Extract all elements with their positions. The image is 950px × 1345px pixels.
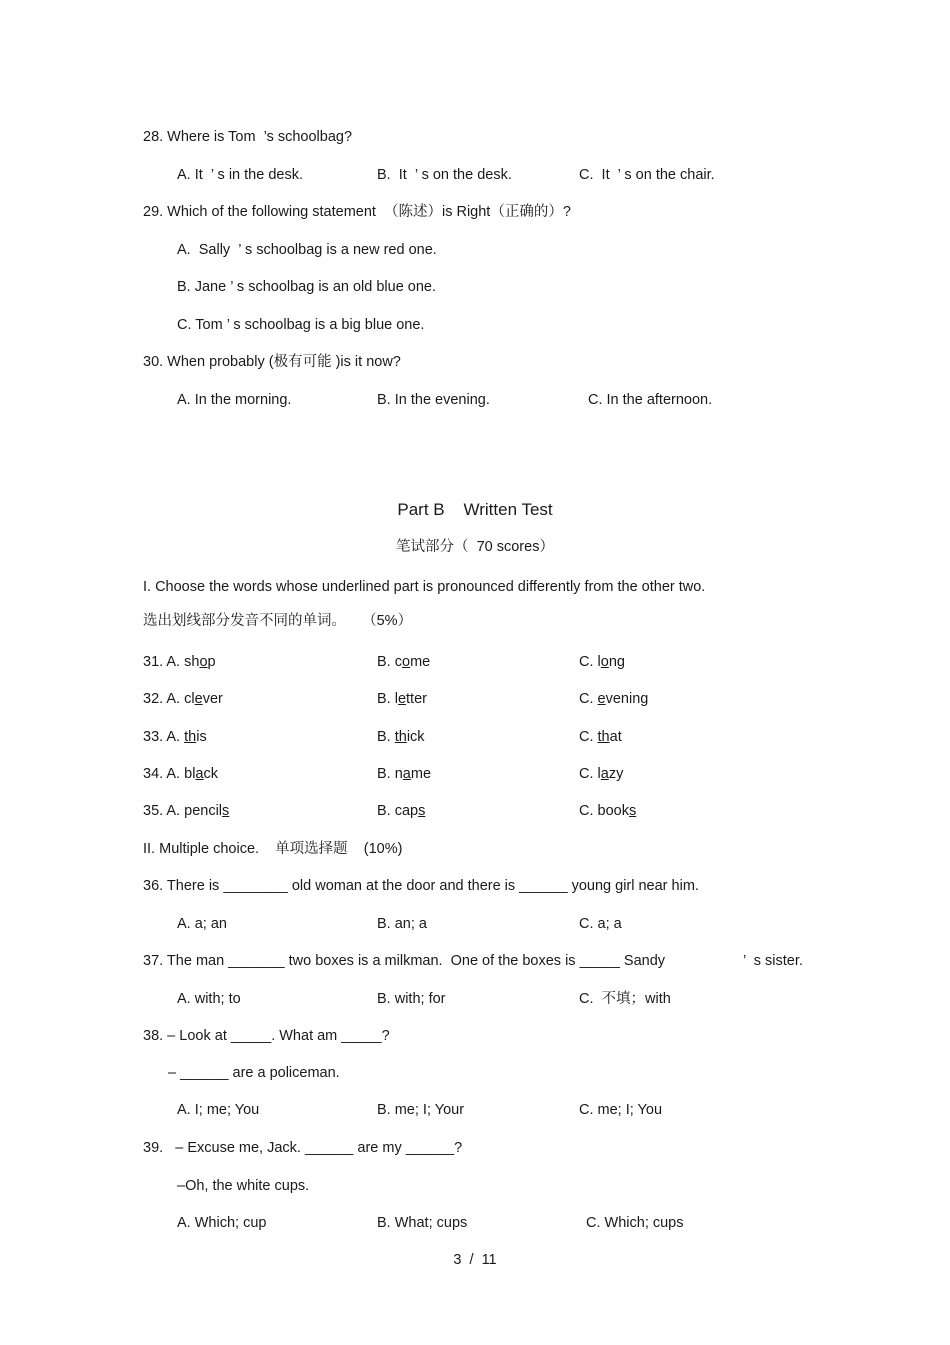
q34-option-b	[377, 765, 431, 783]
word-part: p	[207, 654, 216, 670]
q38-option-a: A. I; me; You	[177, 1102, 260, 1118]
section-1-heading: I. Choose the words whose underlined part is pronounced differently from the other two.	[143, 579, 706, 595]
q38-option-c: C. me; I; You	[579, 1102, 663, 1118]
q39-option-c: C. Which; cups	[586, 1215, 684, 1231]
underlined-part: th	[597, 729, 610, 745]
question-37: 37. The man _______ two boxes is a milkman. One of the boxes is _____ Sandy	[143, 953, 666, 969]
q33-option-b	[377, 728, 425, 746]
underlined-part: s	[628, 803, 637, 819]
word-part: at	[609, 729, 622, 745]
q28-option-c: C. It ’ s on the chair.	[579, 167, 715, 183]
section-1-heading-cn: 选出划线部分发音不同的单词。 （5%）	[143, 613, 413, 629]
q30-option-b: B. In the evening.	[377, 392, 490, 408]
word-part: zy	[608, 766, 624, 782]
word-part: C.	[579, 691, 598, 707]
q29-option-b: B. Jane ’ s schoolbag is an old blue one.	[177, 279, 437, 295]
question-36: 36. There is ________ old woman at the door and there is ______ young girl near him.	[143, 878, 699, 894]
question-28: 28. Where is Tom ’s schoolbag?	[143, 129, 353, 145]
question-38: 38. – Look at _____. What am _____?	[143, 1028, 390, 1044]
underlined-part: o	[199, 654, 208, 670]
word-part: ng	[608, 654, 625, 670]
underlined-part: o	[401, 654, 411, 670]
q30-option-c: C. In the afternoon.	[588, 392, 713, 408]
underlined-part: th	[184, 729, 197, 745]
q35-num: 35. A.	[143, 803, 185, 819]
q32-option-c	[579, 690, 648, 708]
word-part: cl	[184, 691, 195, 707]
q30-option-a: A. In the morning.	[177, 392, 292, 408]
word-part: B. l	[377, 691, 398, 707]
question-30: 30. When probably (极有可能 )is it now?	[143, 354, 401, 370]
word-part: me	[410, 766, 432, 782]
word-part: B. c	[377, 654, 402, 670]
word-part: me	[410, 654, 431, 670]
q35-option-c	[579, 802, 636, 820]
part-b-subtitle: 笔试部分（ 70 scores）	[396, 539, 554, 555]
underlined-part: e	[194, 691, 203, 707]
q35-option-a	[143, 802, 229, 820]
page-number: 3 / 11	[453, 1252, 497, 1268]
q32-option-b	[377, 690, 427, 708]
word-part: pencil	[184, 803, 223, 819]
q29-option-a: A. Sally ’ s schoolbag is a new red one.	[177, 242, 437, 258]
q36-option-b: B. an; a	[377, 916, 427, 932]
q33-num: 33. A.	[143, 729, 185, 745]
word-part: C.	[579, 729, 598, 745]
q32-num: 32. A.	[143, 691, 185, 707]
underlined-part: e	[397, 691, 407, 707]
q37-option-c: C. 不填；with	[579, 991, 671, 1007]
word-part: vening	[605, 691, 649, 707]
q35-option-b	[377, 802, 425, 820]
q28-option-a: A. It ’ s in the desk.	[177, 167, 303, 183]
word-part: ick	[406, 729, 425, 745]
underlined-part: a	[195, 766, 204, 782]
q31-option-a	[143, 653, 216, 671]
underlined-part: s	[222, 803, 230, 819]
q33-option-a	[143, 728, 207, 746]
word-part: C. l	[579, 766, 601, 782]
q28-option-b: B. It ’ s on the desk.	[377, 167, 512, 183]
q31-num: 31. A.	[143, 654, 185, 670]
q37-option-b: B. with; for	[377, 991, 446, 1007]
q34-option-a	[143, 765, 218, 783]
underlined-part: a	[600, 766, 609, 782]
question-38-line2: – ______ are a policeman.	[168, 1065, 340, 1081]
q34-num: 34. A.	[143, 766, 185, 782]
q36-option-c: C. a; a	[579, 916, 622, 932]
underlined-part: th	[394, 729, 407, 745]
underlined-part: a	[402, 766, 411, 782]
part-b-title: Part B Written Test	[397, 500, 553, 519]
question-29: 29. Which of the following statement （陈述）is Right（正确的）?	[143, 204, 571, 220]
word-part: B. cap	[377, 803, 419, 819]
q31-option-c	[579, 653, 625, 671]
word-part: C. l	[579, 654, 601, 670]
q39-option-a: A. Which; cup	[177, 1215, 267, 1231]
question-39-line2: –Oh, the white cups.	[177, 1178, 310, 1194]
q29-option-c: C. Tom ’ s schoolbag is a big blue one.	[177, 317, 425, 333]
q39-option-b: B. What; cups	[377, 1215, 468, 1231]
q37-option-a: A. with; to	[177, 991, 241, 1007]
question-37-end: ’ s sister.	[743, 953, 803, 969]
word-part: ver	[202, 691, 223, 707]
word-part: ck	[203, 766, 218, 782]
question-39: 39. – Excuse me, Jack. ______ are my ______?	[143, 1140, 463, 1156]
q38-option-b: B. me; I; Your	[377, 1102, 465, 1118]
word-part: B. n	[377, 766, 403, 782]
word-part: bl	[184, 766, 196, 782]
word-part: sh	[184, 654, 200, 670]
word-part: B.	[377, 729, 395, 745]
q32-option-a	[143, 690, 223, 708]
q34-option-c	[579, 765, 623, 783]
section-2-heading: II. Multiple choice. 单项选择题 (10%)	[143, 841, 403, 857]
word-part: tter	[406, 691, 427, 707]
q36-option-a: A. a; an	[177, 916, 227, 932]
word-part: is	[196, 729, 207, 745]
word-part: C. book	[579, 803, 629, 819]
q31-option-b	[377, 653, 430, 671]
underlined-part: o	[600, 654, 609, 670]
underlined-part: e	[597, 691, 606, 707]
q33-option-c	[579, 728, 622, 746]
underlined-part: s	[418, 803, 426, 819]
